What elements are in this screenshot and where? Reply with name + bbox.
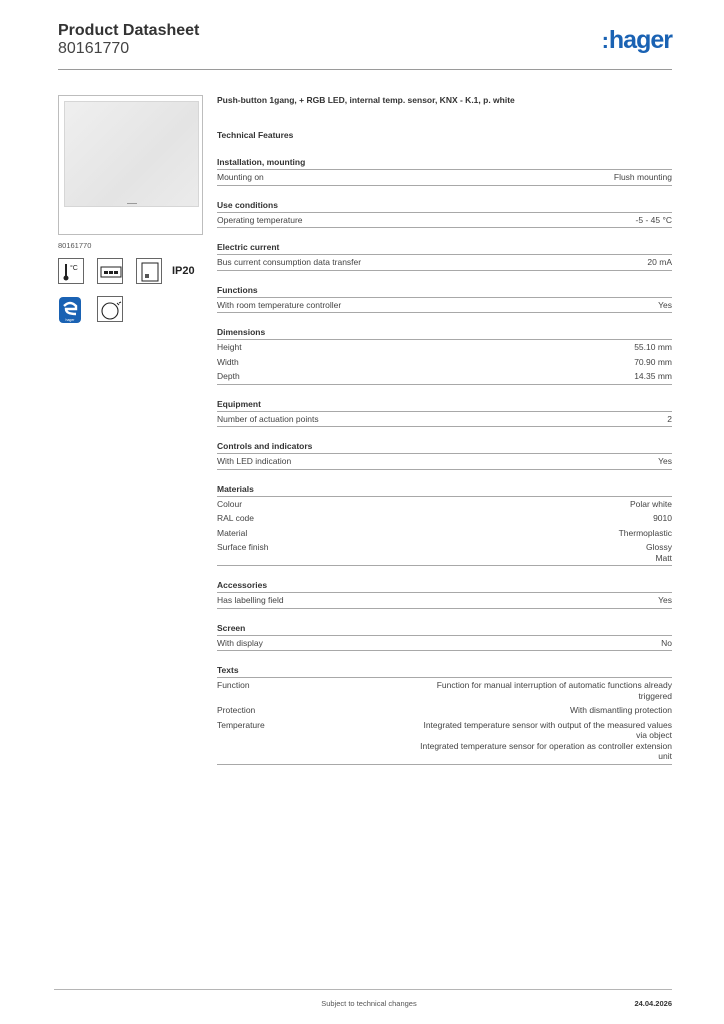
thermometer-celsius-icon [58,258,84,284]
section-title: Installation, mounting [217,156,672,170]
section-title: Controls and indicators [217,440,672,454]
hager-logo: :hager [601,26,672,54]
product-visual-column [58,95,203,338]
spec-value: Flush mounting [613,172,672,182]
spec-row [217,213,672,228]
spec-section [217,284,672,314]
spec-row [217,412,672,427]
spec-rows [217,340,672,385]
spec-row [217,497,672,512]
spec-row [217,718,672,764]
spec-rows [217,636,672,652]
spec-section [217,398,672,428]
spec-label: Protection [217,705,256,715]
section-title: Screen [217,622,672,636]
spec-value: 14.35 mm [634,371,672,381]
spec-label: Mounting on [217,172,264,182]
spec-section [217,440,672,470]
spec-label: Surface finish [217,542,269,552]
spec-rows [217,213,672,229]
knx-easy-icon [58,296,84,322]
spec-label: Has labelling field [217,595,284,605]
flush-box-icon [136,258,162,284]
spec-section [217,622,672,652]
product-image [64,101,199,207]
spec-label: Width [217,356,239,367]
product-icons [58,258,203,338]
spec-rows [217,678,672,765]
spec-value: Polar white [629,498,672,509]
spec-row [217,454,672,469]
spec-row [217,511,672,526]
spec-label: With room temperature controller [217,299,342,310]
svg-text:°C: °C [70,265,78,272]
spec-section [217,241,672,271]
product-code: 80161770 [58,241,92,250]
spec-rows [217,170,672,186]
section-title: Dimensions [217,326,672,340]
section-title: Accessories [217,579,672,593]
spec-value: 2 [667,413,672,424]
spec-value: Thermoplastic [618,527,672,538]
spec-rows [217,412,672,428]
technical-features-heading: Technical Features [217,130,294,140]
spec-section [217,199,672,229]
spec-value: Glossy Matt [646,542,672,563]
section-title: Electric current [217,241,672,255]
spec-row [217,170,672,185]
spec-value: Yes [658,299,672,310]
spec-label: Bus current consumption data transfer [217,257,362,267]
spec-label: Function [217,680,250,690]
spec-label: Material [217,527,248,538]
page-footer [54,989,672,1014]
spec-row [217,636,672,651]
page-header [58,20,672,70]
spec-rows [217,497,672,567]
spec-rows [217,454,672,470]
spec-section [217,579,672,609]
section-title: Equipment [217,398,672,412]
spec-label: Height [217,342,242,352]
spec-label: Operating temperature [217,214,303,225]
spec-label: Depth [217,371,240,381]
spec-row [217,593,672,608]
footer-date: 24.04.2026 [634,999,672,1008]
spec-row [217,703,672,718]
spec-value: Yes [658,456,672,466]
spec-value: 20 mA [647,257,672,267]
section-title: Use conditions [217,199,672,213]
spec-value: Yes [658,595,672,605]
spec-value: -5 - 45 °C [635,214,672,225]
spec-row [217,678,672,703]
spec-value: 70.90 mm [634,356,672,367]
spec-row [217,526,672,541]
labelling-window-icon [97,296,123,322]
spec-section [217,156,672,186]
svg-text:hager: hager [65,318,75,322]
product-image-frame [58,95,203,235]
spec-row [217,298,672,313]
spec-row [217,540,672,565]
spec-section [217,664,672,765]
spec-value: No [661,637,672,648]
spec-label: Number of actuation points [217,413,319,424]
push-button-display-icon [97,258,123,284]
spec-row [217,369,672,384]
document-number: 80161770 [58,40,130,57]
spec-value: Function for manual interruption of automatic functions already triggered [436,680,672,701]
spec-row [217,340,672,355]
product-title: Push-button 1gang, + RGB LED, internal temp. sensor, KNX - K.1, p. white [217,95,515,105]
footer-note: Subject to technical changes [321,999,417,1008]
spec-row [217,355,672,370]
spec-section [217,326,672,385]
spec-value: With dismantling protection [569,705,672,715]
document-title: Product Datasheet [58,22,200,39]
spec-section [217,483,672,567]
spec-label: Temperature [217,719,265,730]
ip-rating-icon: IP20 [172,258,198,284]
section-title: Texts [217,664,672,678]
spec-value: 9010 [653,513,672,523]
spec-value: 55.10 mm [634,342,672,352]
spec-row [217,255,672,270]
spec-label: RAL code [217,513,255,523]
spec-value: Integrated temperature sensor with output of the measured values via object Integrated temperature sensor for operation as controller extension unit [420,719,672,761]
spec-rows [217,255,672,271]
section-title: Materials [217,483,672,497]
technical-sections [217,156,672,765]
section-title: Functions [217,284,672,298]
datasheet-main [217,95,672,765]
spec-label: With display [217,637,263,648]
spec-label: With LED indication [217,456,292,466]
spec-label: Colour [217,498,243,509]
spec-rows [217,298,672,314]
spec-rows [217,593,672,609]
